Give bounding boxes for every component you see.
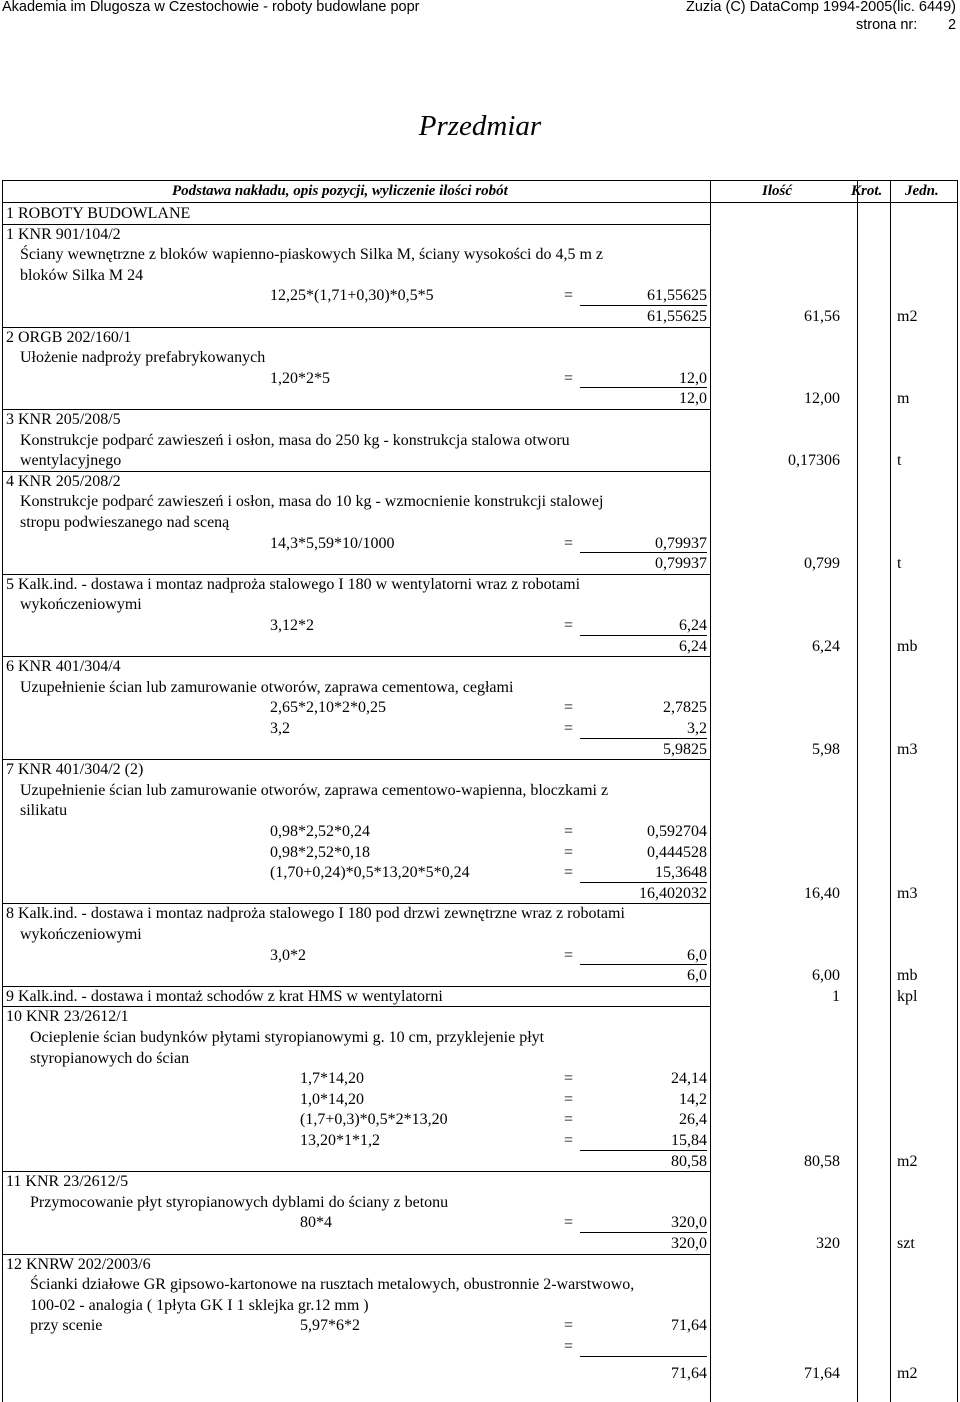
calc-underline — [580, 635, 707, 636]
calc-expression: (1,7+0,3)*0,5*2*13,20 — [300, 1111, 448, 1129]
calc-equals: = — [564, 534, 574, 552]
item-quantity: 80,58 — [804, 1152, 840, 1170]
calc-equals: = — [564, 369, 574, 387]
calc-equals: = — [564, 1070, 574, 1088]
calc-expression: 1,0*14,20 — [300, 1090, 364, 1108]
calc-value: 26,4 — [679, 1111, 707, 1129]
calc-value: 14,2 — [679, 1090, 707, 1108]
calc-underline — [580, 1150, 707, 1151]
item-description: Konstrukcje podparć zawieszeń i osłon, masa do 250 kg - konstrukcja stalowa otworu — [20, 431, 570, 449]
column-header-krot: Krot. — [851, 183, 883, 199]
item-code: 10 KNR 23/2612/1 — [6, 1008, 129, 1026]
calc-value: 0,79937 — [655, 534, 707, 552]
item-unit: m2 — [897, 308, 918, 325]
item-quantity: 6,00 — [812, 967, 840, 985]
item-sum: 80,58 — [671, 1152, 707, 1170]
calc-equals: = — [564, 617, 574, 634]
calc-value: 71,64 — [671, 1317, 707, 1335]
calc-value: 15,84 — [671, 1132, 707, 1149]
item-description: wentylacyjnego — [20, 452, 122, 470]
calc-value: 2,7825 — [663, 699, 707, 717]
item-unit: szt — [897, 1235, 915, 1252]
calc-expression: 12,25*(1,71+0,30)*0,5*5 — [270, 287, 434, 305]
column-divider-qty — [710, 180, 711, 1402]
calc-equals: = — [564, 1111, 574, 1129]
item-quantity: 0,799 — [804, 555, 840, 573]
item-unit: m — [897, 390, 910, 408]
item-unit: mb — [897, 637, 918, 655]
item-description: bloków Silka M 24 — [20, 266, 144, 284]
item-sum: 71,64 — [671, 1364, 707, 1382]
item-description: wykończeniowymi — [20, 926, 142, 943]
item-code: 11 KNR 23/2612/5 — [6, 1173, 129, 1191]
calc-value: 0,444528 — [647, 843, 707, 861]
item-description: Konstrukcje podparć zawieszeń i osłon, masa do 10 kg - wzmocnienie konstrukcji stalowej — [20, 493, 604, 511]
calc-underline — [580, 882, 707, 883]
calc-equals: = — [564, 843, 574, 861]
calc-value: 6,0 — [687, 946, 707, 964]
calc-equals: = — [564, 823, 574, 840]
page-number: 2 — [948, 17, 957, 33]
item-code: 8 Kalk.ind. - dostawa i montaz nadproża stalowego I 180 pod drzwi zewnętrzne wraz z robotami — [6, 905, 625, 923]
item-sum: 5,9825 — [663, 740, 707, 758]
item-unit: t — [897, 555, 902, 573]
calc-expression: 0,98*2,52*0,24 — [270, 823, 370, 840]
section-heading: 1 ROBOTY BUDOWLANE — [6, 205, 191, 222]
item-quantity: 6,24 — [812, 637, 840, 655]
item-quantity: 5,98 — [812, 740, 840, 758]
item-description: Ściany wewnętrzne z bloków wapienno-piaskowych Silka M, ściany wysokości do 4,5 m z — [20, 246, 603, 264]
item-code: 3 KNR 205/208/5 — [6, 411, 121, 428]
item-sum: 16,402032 — [639, 884, 707, 902]
calc-value: 0,592704 — [647, 823, 707, 840]
calc-expression: 5,97*6*2 — [300, 1317, 360, 1335]
calc-expression: 3,0*2 — [270, 946, 306, 964]
header-separator — [2, 202, 958, 203]
calc-expression: 2,65*2,10*2*0,25 — [270, 699, 386, 717]
item-description: silikatu — [20, 802, 68, 820]
calc-underline — [580, 738, 707, 739]
item-unit: m3 — [897, 740, 918, 758]
item-description: 100-02 - analogia ( 1płyta GK I 1 sklejka gr.12 mm ) — [30, 1296, 369, 1314]
column-divider-krot — [857, 180, 858, 1402]
column-header-desc: Podstawa nakładu, opis pozycji, wyliczenie ilości robót — [172, 183, 508, 199]
item-description: stropu podwieszanego nad sceną — [20, 514, 230, 531]
calc-value: 12,0 — [679, 369, 707, 387]
item-description: styropianowych do ścian — [30, 1049, 190, 1067]
calc-value: 6,24 — [679, 617, 707, 634]
page-title: Przedmiar — [418, 110, 542, 142]
item-code: 1 KNR 901/104/2 — [6, 225, 121, 243]
calc-value: 61,55625 — [647, 287, 707, 305]
calc-equals: = — [564, 1338, 574, 1355]
calc-equals: = — [564, 287, 574, 305]
calc-expression: 0,98*2,52*0,18 — [270, 843, 370, 861]
calc-value: 3,2 — [687, 720, 707, 737]
item-description: Ścianki działowe GR gipsowo-kartonowe na rusztach metalowych, obustronnie 2-warstwowo, — [30, 1276, 635, 1294]
item-code: 9 Kalk.ind. - dostawa i montaż schodów z krat HMS w wentylatorni — [6, 987, 443, 1005]
column-header-unit: Jedn. — [905, 183, 939, 199]
calc-expression: 14,3*5,59*10/1000 — [270, 534, 395, 552]
calc-expression: 80*4 — [300, 1214, 332, 1232]
table-border-left — [2, 180, 3, 1402]
item-unit: mb — [897, 967, 918, 985]
item-quantity: 71,64 — [804, 1364, 840, 1382]
item-sum: 61,55625 — [647, 308, 707, 325]
item-sum: 320,0 — [671, 1235, 707, 1252]
item-quantity: 320 — [816, 1235, 840, 1252]
item-sum: 6,24 — [679, 637, 707, 655]
calc-underline — [580, 305, 707, 306]
item-unit: kpl — [897, 987, 918, 1005]
item-unit: t — [897, 452, 902, 470]
item-unit: m2 — [897, 1152, 918, 1170]
item-description: Ułożenie nadproży prefabrykowanych — [20, 349, 266, 367]
column-divider-unit — [890, 180, 891, 1402]
item-sum: 0,79937 — [655, 555, 707, 573]
calc-prefix: przy scenie — [30, 1317, 103, 1335]
item-description: Ocieplenie ścian budynków płytami styropianowymi g. 10 cm, przyklejenie płyt — [30, 1029, 545, 1046]
item-code: 6 KNR 401/304/4 — [6, 658, 121, 676]
table-border-right — [957, 180, 958, 1402]
calc-expression: 13,20*1*1,2 — [300, 1132, 380, 1149]
item-code: 5 Kalk.ind. - dostawa i montaz nadproża stalowego I 180 w wentylatorni wraz z robotami — [6, 575, 581, 593]
calc-underline — [580, 387, 707, 388]
item-quantity: 12,00 — [804, 390, 840, 408]
item-sum: 12,0 — [679, 390, 707, 408]
calc-expression: 3,2 — [270, 720, 290, 737]
item-quantity: 61,56 — [804, 308, 840, 325]
item-quantity: 1 — [832, 987, 840, 1005]
item-code: 2 ORGB 202/160/1 — [6, 328, 132, 346]
calc-underline — [580, 552, 707, 553]
calc-expression: 3,12*2 — [270, 617, 314, 634]
column-header-qty: Ilość — [762, 183, 792, 199]
item-description: wykończeniowymi — [20, 596, 142, 614]
item-description: Uzupełnienie ścian lub zamurowanie otworów, zaprawa cementowo-wapienna, bloczkami z — [20, 781, 609, 799]
calc-expression: 1,7*14,20 — [300, 1070, 364, 1088]
item-code: 7 KNR 401/304/2 (2) — [6, 761, 144, 779]
calc-underline — [580, 1356, 707, 1357]
calc-value: 24,14 — [671, 1070, 707, 1088]
calc-equals: = — [564, 946, 574, 964]
calc-equals: = — [564, 1090, 574, 1108]
item-sum: 6,0 — [687, 967, 707, 985]
item-unit: m2 — [897, 1364, 918, 1382]
page-label: strona nr: — [856, 17, 918, 33]
item-code: 4 KNR 205/208/2 — [6, 472, 121, 490]
header-right: Zuzia (C) DataComp 1994-2005(lic. 6449) — [686, 0, 956, 15]
item-description: Uzupełnienie ścian lub zamurowanie otworów, zaprawa cementowa, cegłami — [20, 678, 514, 696]
estimate-table — [2, 180, 958, 1402]
calc-equals: = — [564, 720, 574, 737]
calc-underline — [580, 964, 707, 965]
calc-equals: = — [564, 699, 574, 717]
calc-expression: (1,70+0,24)*0,5*13,20*5*0,24 — [270, 864, 470, 882]
calc-equals: = — [564, 1132, 574, 1149]
calc-underline — [580, 1232, 707, 1233]
calc-equals: = — [564, 1214, 574, 1232]
calc-value: 15,3648 — [655, 864, 707, 882]
calc-equals: = — [564, 864, 574, 882]
header-left: Akademia im Dlugosza w Czestochowie - roboty budowlane popr — [2, 0, 420, 15]
item-unit: m3 — [897, 884, 918, 902]
item-description: Przymocowanie płyt styropianowych dyblami do ściany z betonu — [30, 1193, 449, 1211]
item-quantity: 0,17306 — [788, 452, 840, 470]
calc-expression: 1,20*2*5 — [270, 369, 330, 387]
item-code: 12 KNRW 202/2003/6 — [6, 1255, 151, 1273]
item-quantity: 16,40 — [804, 884, 840, 902]
calc-value: 320,0 — [671, 1214, 707, 1232]
calc-equals: = — [564, 1317, 574, 1335]
